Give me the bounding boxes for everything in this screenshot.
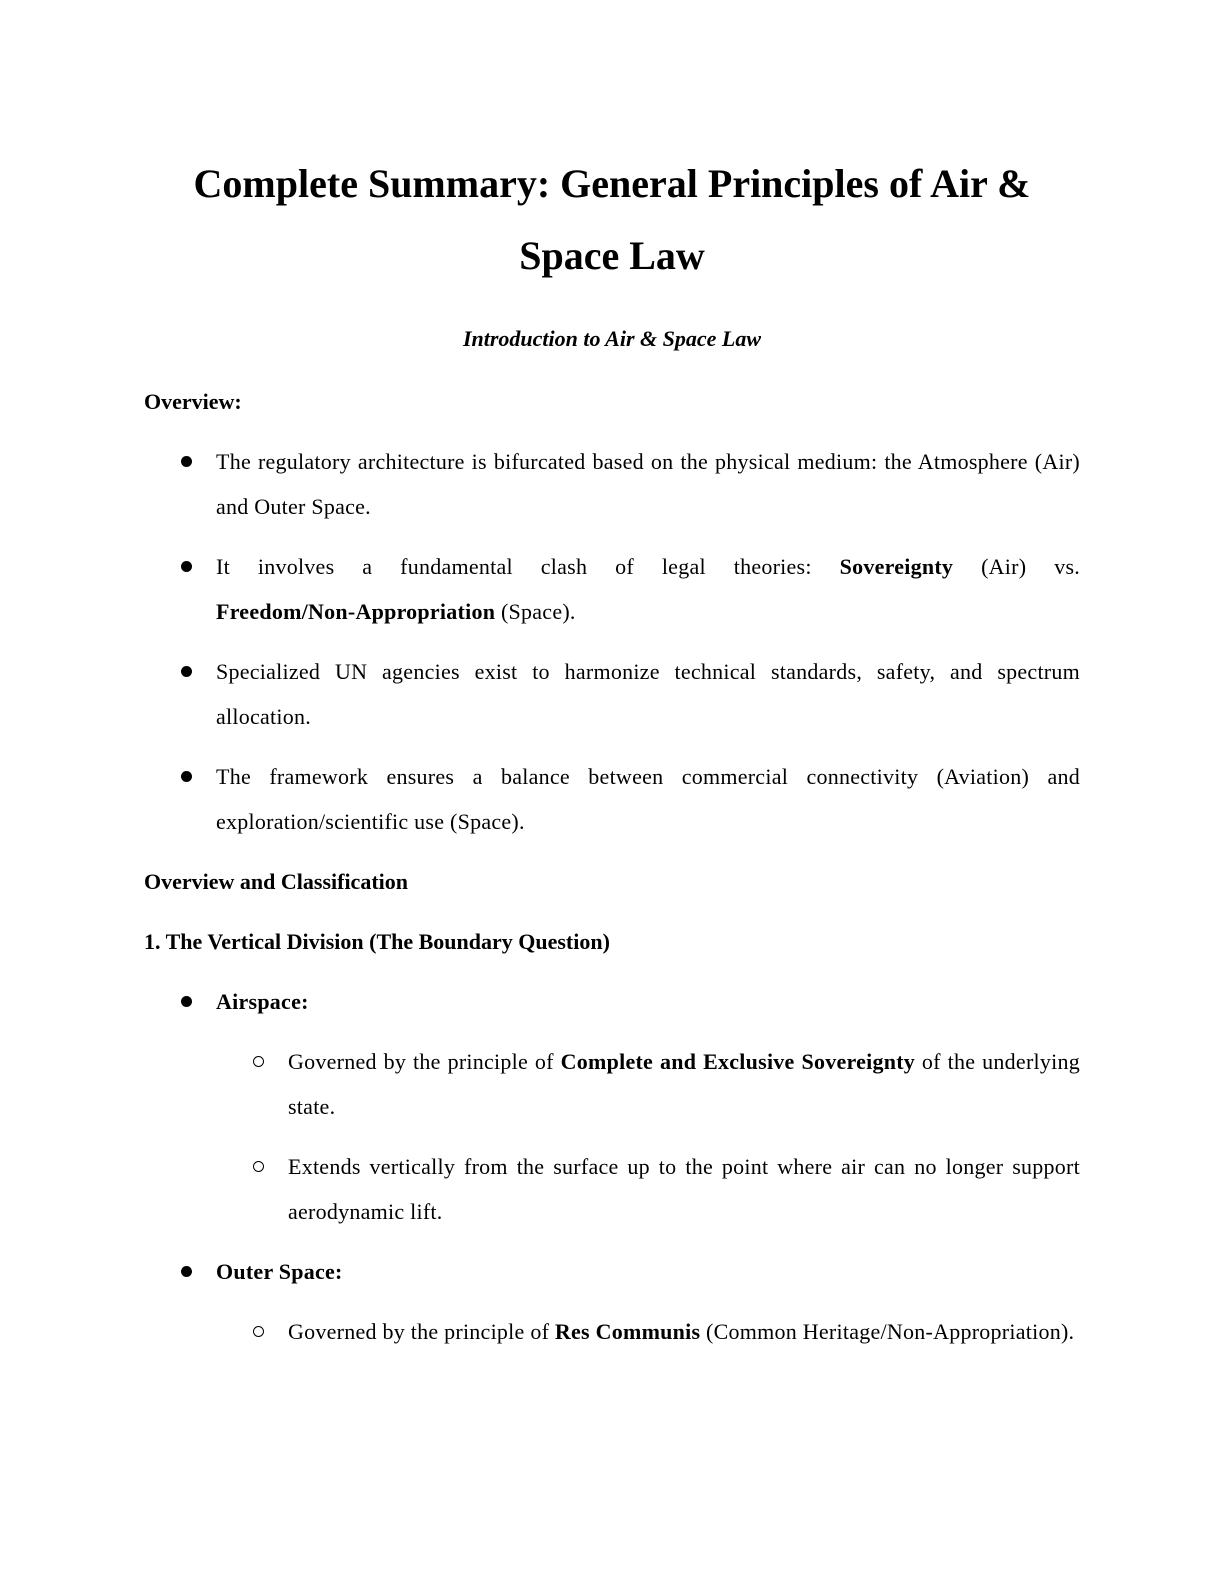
- bullet-item: [144, 1144, 1080, 1234]
- document-subtitle: Introduction to Air & Space Law: [462, 326, 762, 351]
- bullet-text: [216, 764, 1080, 834]
- bullet-item: [144, 979, 1080, 1024]
- text-run: It involves a fundamental clash of legal theories:: [216, 554, 840, 579]
- text-run-bold: Overview:: [144, 389, 242, 414]
- text-run: The regulatory architecture is bifurcated based on the physical medium: the Atmosphere (Air) and Outer Space.: [216, 449, 1080, 519]
- text-run-bold: Complete and Exclusive Sovereignty: [560, 1049, 916, 1074]
- bullet-dot-icon: [181, 996, 192, 1007]
- bullet-circle-icon: [253, 1161, 264, 1172]
- document-body: [144, 379, 1080, 1354]
- text-run: The framework ensures a balance between commercial connectivity (Aviation) and exploration/scientific use (Space).: [216, 764, 1080, 834]
- text-run: Governed by the principle of: [288, 1319, 555, 1344]
- text-run: of the underlying state.: [288, 1049, 1081, 1119]
- text-run-bold: 1. The Vertical Division (The Boundary Question): [144, 929, 610, 954]
- bullet-item: [144, 544, 1080, 634]
- text-run-bold: Res Communis: [554, 1319, 701, 1344]
- text-run-bold: Outer Space:: [216, 1259, 343, 1284]
- section-heading: [144, 379, 1080, 424]
- bullet-dot-icon: [181, 666, 192, 677]
- bullet-text: [216, 659, 1080, 729]
- bullet-dot-icon: [181, 771, 192, 782]
- text-run-bold: Airspace:: [216, 989, 309, 1014]
- text-run-bold: Sovereignty: [839, 554, 954, 579]
- bullet-text: [288, 1319, 1074, 1344]
- bullet-dot-icon: [181, 561, 192, 572]
- section-heading: [144, 919, 1080, 964]
- text-run: Governed by the principle of: [288, 1049, 561, 1074]
- bullet-text: [216, 554, 1080, 624]
- bullet-dot-icon: [181, 456, 192, 467]
- bullet-item: [144, 439, 1080, 529]
- bullet-text: [216, 989, 309, 1014]
- section-heading: [144, 859, 1080, 904]
- text-run: (Air) vs.: [953, 554, 1081, 579]
- bullet-item: [144, 1039, 1080, 1129]
- bullet-circle-icon: [253, 1056, 264, 1067]
- bullet-text: [288, 1154, 1080, 1224]
- bullet-item: [144, 1249, 1080, 1294]
- bullet-text: [216, 1259, 343, 1284]
- bullet-item: [144, 754, 1080, 844]
- bullet-text: [288, 1049, 1080, 1119]
- text-run: Specialized UN agencies exist to harmonize technical standards, safety, and spectrum allocation.: [216, 659, 1080, 729]
- text-run-bold: Freedom/Non-Appropriation: [216, 599, 496, 624]
- text-run: Extends vertically from the surface up to the point where air can no longer support aerodynamic lift.: [288, 1154, 1080, 1224]
- bullet-text: [216, 449, 1080, 519]
- text-run: (Space).: [495, 599, 576, 624]
- text-run: (Common Heritage/Non-Appropriation).: [700, 1319, 1075, 1344]
- bullet-circle-icon: [253, 1326, 264, 1337]
- document-title: Complete Summary: General Principles of Air & Space Law: [193, 161, 1031, 278]
- bullet-dot-icon: [181, 1266, 192, 1277]
- bullet-item: [144, 649, 1080, 739]
- text-run-bold: Overview and Classification: [144, 869, 408, 894]
- bullet-item: [144, 1309, 1080, 1354]
